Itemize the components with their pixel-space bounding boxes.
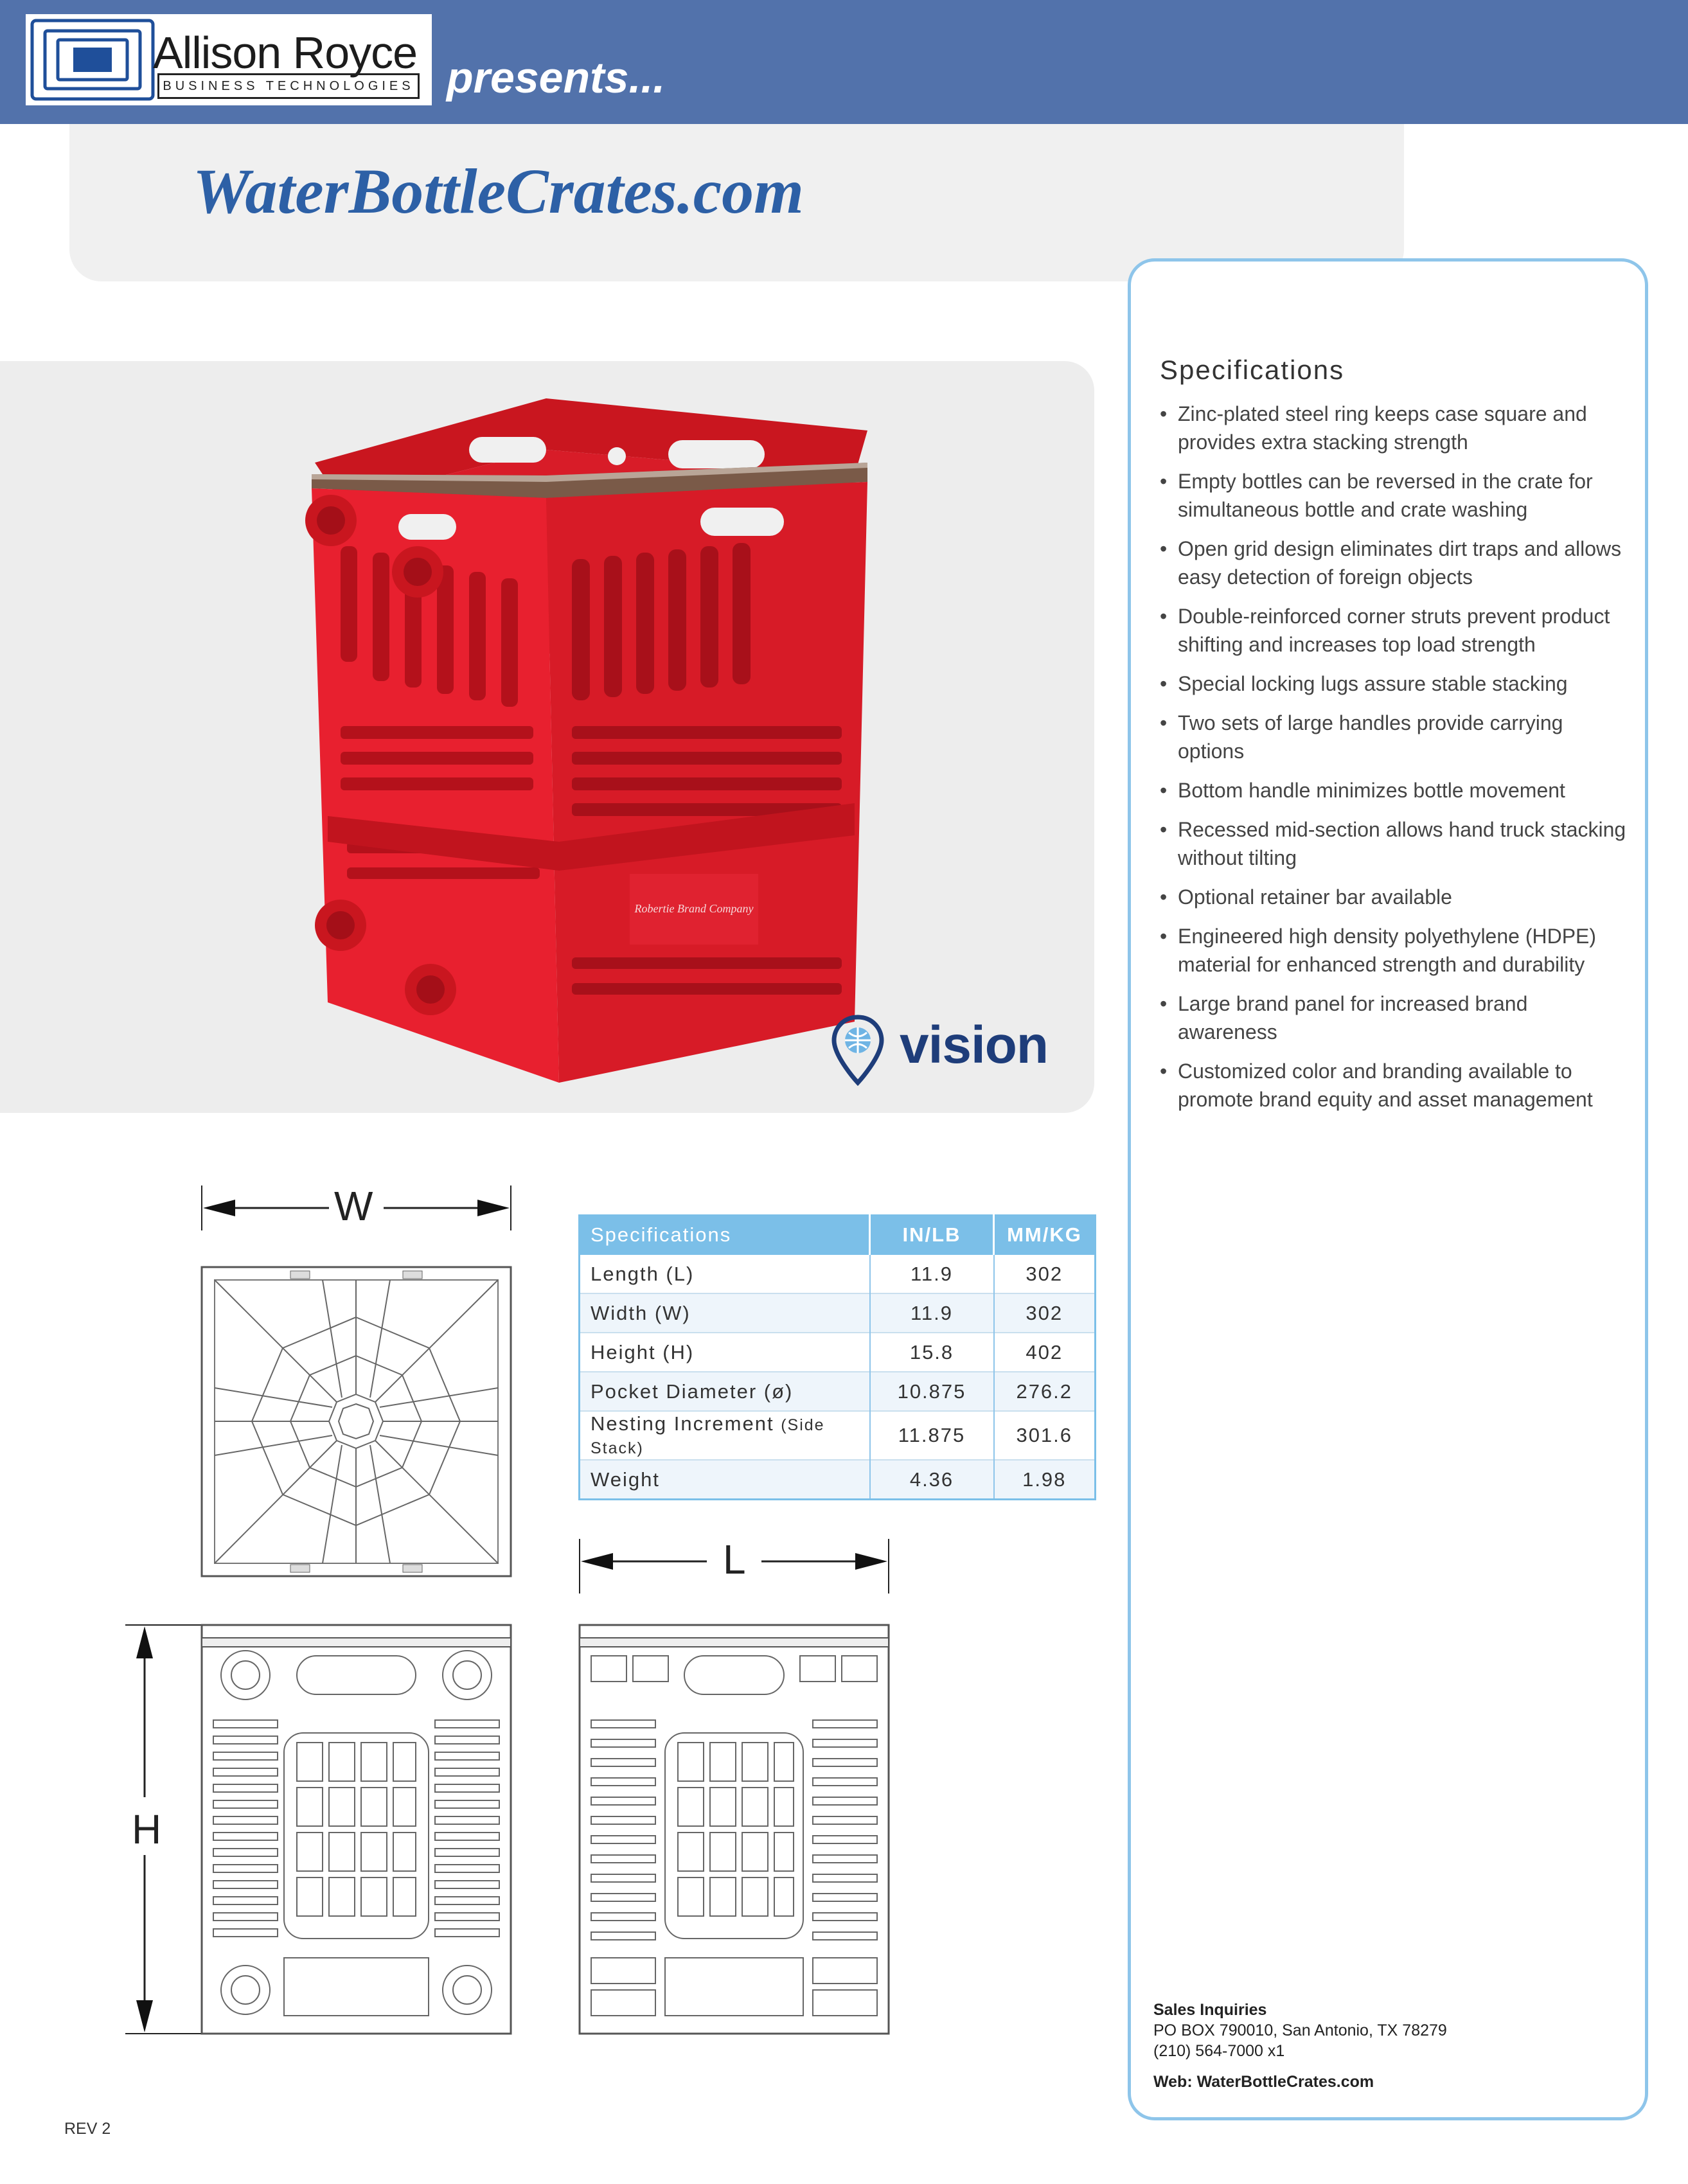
- row-label: Pocket Diameter (ø): [591, 1380, 794, 1403]
- bullet-icon: •: [1160, 711, 1168, 734]
- spec-bullet: [1160, 990, 1629, 1046]
- bullet-icon: •: [1160, 925, 1168, 948]
- spec-bullet-text: Empty bottles can be reversed in the crate for simultaneous bottle and crate washing: [1178, 470, 1593, 521]
- table-cell-in-lb: 15.8: [870, 1333, 994, 1372]
- sales-phone: (210) 564-7000 x1: [1153, 2042, 1285, 2060]
- table-cell-in-lb: 11.875: [870, 1411, 994, 1460]
- bullet-icon: •: [1160, 779, 1168, 802]
- spec-bullet-text: Recessed mid-section allows hand truck stacking without tilting: [1178, 818, 1626, 869]
- logo-name: Allison Royce: [153, 28, 418, 78]
- spec-bullet: [1160, 709, 1629, 765]
- logo-squares-icon: [28, 17, 157, 103]
- spec-bullet: [1160, 467, 1629, 524]
- spec-bullet: [1160, 776, 1629, 804]
- sales-address: PO BOX 790010, San Antonio, TX 78279: [1153, 2021, 1447, 2039]
- table-row: [580, 1411, 1096, 1460]
- spec-bullet: [1160, 602, 1629, 659]
- sales-heading: Sales Inquiries: [1153, 2001, 1267, 2019]
- bullet-icon: •: [1160, 1060, 1168, 1083]
- spec-bullet-text: Optional retainer bar available: [1178, 885, 1452, 909]
- bullet-icon: •: [1160, 885, 1168, 909]
- location-pin-globe-icon: [829, 1012, 887, 1089]
- table-header-specifications: Specifications: [580, 1216, 870, 1255]
- length-label: L: [723, 1536, 746, 1583]
- spec-bullet: [1160, 535, 1629, 591]
- table-cell-mm-kg: 1.98: [994, 1460, 1096, 1500]
- height-label: H: [132, 1806, 162, 1852]
- vision-brand-text: vision: [900, 1016, 1048, 1074]
- presents-text: presents...: [447, 53, 666, 102]
- bullet-icon: •: [1160, 605, 1168, 628]
- row-label: Weight: [591, 1468, 660, 1491]
- table-cell-in-lb: 11.9: [870, 1254, 994, 1293]
- table-cell-label: [580, 1333, 870, 1372]
- specifications-heading: Specifications: [1160, 355, 1345, 385]
- bullet-icon: •: [1160, 818, 1168, 841]
- logo-subtitle: BUSINESS TECHNOLOGIES: [157, 73, 420, 99]
- dimensions-table: [578, 1214, 1094, 1500]
- spec-bullet-text: Large brand panel for increased brand awareness: [1178, 992, 1528, 1043]
- spec-bullet-text: Customized color and branding available to promote brand equity and asset management: [1178, 1060, 1593, 1111]
- table-cell-label: [580, 1293, 870, 1333]
- table-row: [580, 1254, 1096, 1293]
- table-cell-label: [580, 1460, 870, 1500]
- table-cell-mm-kg: 302: [994, 1293, 1096, 1333]
- spec-bullet-text: Engineered high density polyethylene (HDPE) material for enhanced strength and durability: [1178, 925, 1597, 976]
- site-title: WaterBottleCrates.com: [193, 155, 804, 227]
- spec-bullet-text: Zinc-plated steel ring keeps case square and provides extra stacking strength: [1178, 402, 1587, 454]
- width-label: W: [334, 1183, 373, 1229]
- row-label: Width (W): [591, 1301, 691, 1324]
- bullet-icon: •: [1160, 470, 1168, 493]
- sales-inquiries: [1153, 2000, 1488, 2092]
- spec-bullet: [1160, 670, 1629, 698]
- bullet-icon: •: [1160, 672, 1168, 695]
- table-header-in-lb: IN/LB: [870, 1216, 994, 1255]
- spec-bullet: [1160, 922, 1629, 979]
- table-cell-label: [580, 1372, 870, 1411]
- table-cell-mm-kg: 276.2: [994, 1372, 1096, 1411]
- table-cell-in-lb: 10.875: [870, 1372, 994, 1411]
- top-view-drawing: [200, 1266, 512, 1577]
- table-cell-mm-kg: 302: [994, 1254, 1096, 1293]
- table-row: [580, 1333, 1096, 1372]
- table-cell-label: [580, 1411, 870, 1460]
- table-cell-label: [580, 1254, 870, 1293]
- table-row: [580, 1372, 1096, 1411]
- spec-bullet: [1160, 400, 1629, 456]
- row-label: Length (L): [591, 1262, 695, 1285]
- table-header-mm-kg: MM/KG: [994, 1216, 1096, 1255]
- revision-label: REV 2: [64, 2120, 111, 2138]
- table-row: [580, 1460, 1096, 1500]
- spec-bullet: [1160, 815, 1629, 872]
- row-label: Height (H): [591, 1340, 695, 1363]
- spec-bullet: [1160, 1057, 1629, 1114]
- spec-bullet-text: Double-reinforced corner struts prevent product shifting and increases top load strength: [1178, 605, 1610, 656]
- table-row: [580, 1293, 1096, 1333]
- spec-bullet-text: Two sets of large handles provide carrying options: [1178, 711, 1563, 763]
- spec-bullet: [1160, 883, 1629, 911]
- table-cell-in-lb: 11.9: [870, 1293, 994, 1333]
- sales-web-link[interactable]: Web: WaterBottleCrates.com: [1153, 2073, 1374, 2091]
- row-note: (Side Stack): [591, 1416, 825, 1457]
- vision-logo: [829, 1012, 1073, 1089]
- company-logo: [26, 14, 432, 105]
- crate-brand-text: Robertie Brand Company: [634, 902, 754, 915]
- crate-photo: [302, 392, 880, 1083]
- front-view-drawing: [200, 1624, 512, 2035]
- table-cell-mm-kg: 301.6: [994, 1411, 1096, 1460]
- spec-bullet-text: Bottom handle minimizes bottle movement: [1178, 779, 1565, 802]
- row-label: Nesting Increment: [591, 1412, 774, 1435]
- side-view-drawing: [578, 1624, 890, 2035]
- table-cell-in-lb: 4.36: [870, 1460, 994, 1500]
- spec-bullet-text: Special locking lugs assure stable stacking: [1178, 672, 1568, 695]
- specifications-list: [1160, 400, 1629, 1124]
- bullet-icon: •: [1160, 992, 1168, 1015]
- table-header-row: [580, 1216, 1096, 1255]
- bullet-icon: •: [1160, 402, 1168, 425]
- table-cell-mm-kg: 402: [994, 1333, 1096, 1372]
- spec-bullet-text: Open grid design eliminates dirt traps and allows easy detection of foreign objects: [1178, 537, 1622, 589]
- bullet-icon: •: [1160, 537, 1168, 560]
